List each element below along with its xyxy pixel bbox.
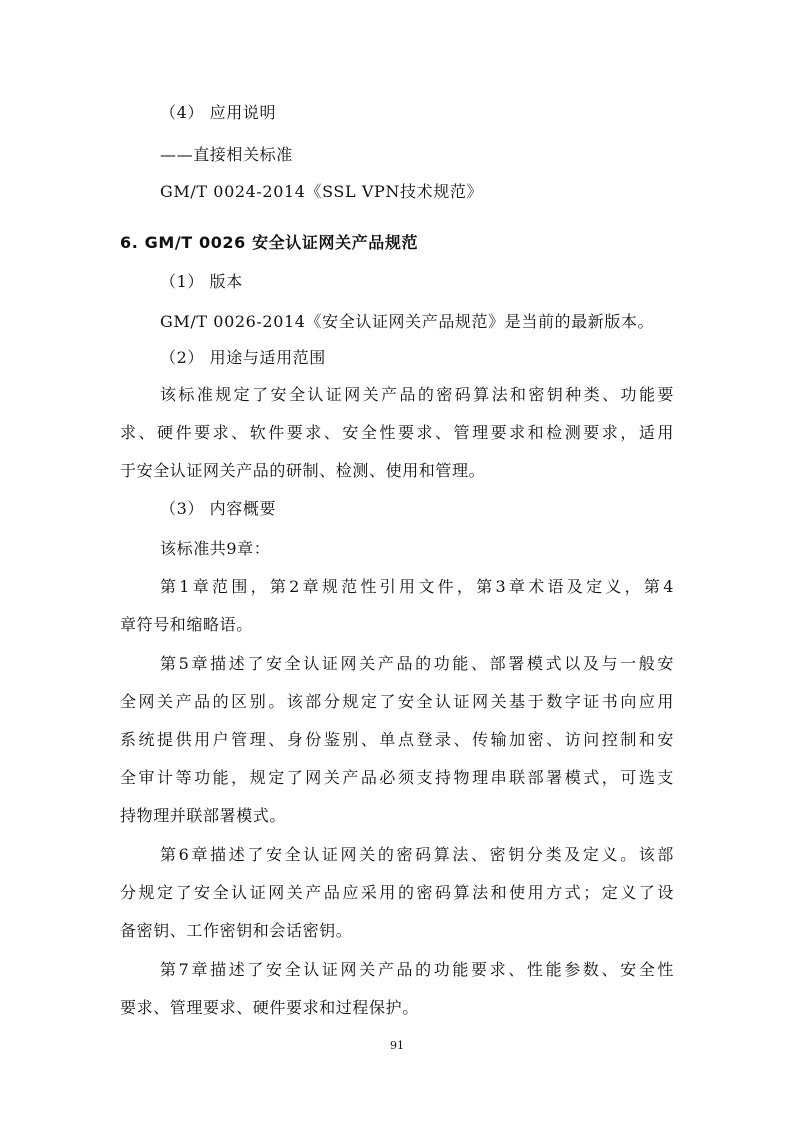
chapters-1-4-line-1: 第1章范围，第2章规范性引用文件，第3章术语及定义，第4 [160,577,674,596]
chapter-6-line-1: 第6章描述了安全认证网关的密码算法、密钥分类及定义。该部 [160,845,674,864]
chapter-6-line-3: 备密钥、工作密钥和会话密钥。 [120,921,353,940]
related-standards-label: ——直接相关标准 [160,145,293,164]
chapters-1-4-line-2: 章符号和缩略语。 [120,615,253,634]
section-heading: 6. GM/T 0026 安全认证网关产品规范 [120,233,419,252]
chapter-7-line-2: 要求、管理要求、硬件要求和过程保护。 [120,998,419,1017]
chapter-6-line-2: 分规定了安全认证网关产品应采用的密码算法和使用方式；定义了设 [120,883,674,902]
chapter-5-line-2: 全网关产品的区别。该部分规定了安全认证网关基于数字证书向应用 [120,692,674,711]
chapter-5-line-4: 全审计等功能，规定了网关产品必须支持物理串联部署模式，可选支 [120,768,674,787]
scope-line-3: 于安全认证网关产品的研制、检测、使用和管理。 [120,461,486,480]
scope-line-2: 求、硬件要求、软件要求、安全性要求、管理要求和检测要求，适用 [120,423,674,442]
scope-line-1: 该标准规定了安全认证网关产品的密码算法和密钥种类、功能要 [160,385,674,404]
chapter-count-text: 该标准共9章： [160,539,271,558]
version-text: GM/T 0026-2014《安全认证网关产品规范》是当前的最新版本。 [160,312,655,331]
subsection-2-label: （2） 用途与适用范围 [160,348,326,367]
section-4-label: （4） 应用说明 [160,103,277,122]
chapter-7-line-1: 第7章描述了安全认证网关产品的功能要求、性能参数、安全性 [160,960,674,979]
chapter-5-line-3: 系统提供用户管理、身份鉴别、单点登录、传输加密、访问控制和安 [120,730,674,749]
chapter-5-line-5: 持物理并联部署模式。 [120,806,287,825]
related-standard-reference: GM/T 0024-2014《SSL VPN技术规范》 [160,182,484,201]
subsection-3-label: （3） 内容概要 [160,499,277,518]
page-number: 91 [390,1039,404,1052]
subsection-1-label: （1） 版本 [160,272,243,291]
chapter-5-line-1: 第5章描述了安全认证网关产品的功能、部署模式以及与一般安 [160,654,674,673]
